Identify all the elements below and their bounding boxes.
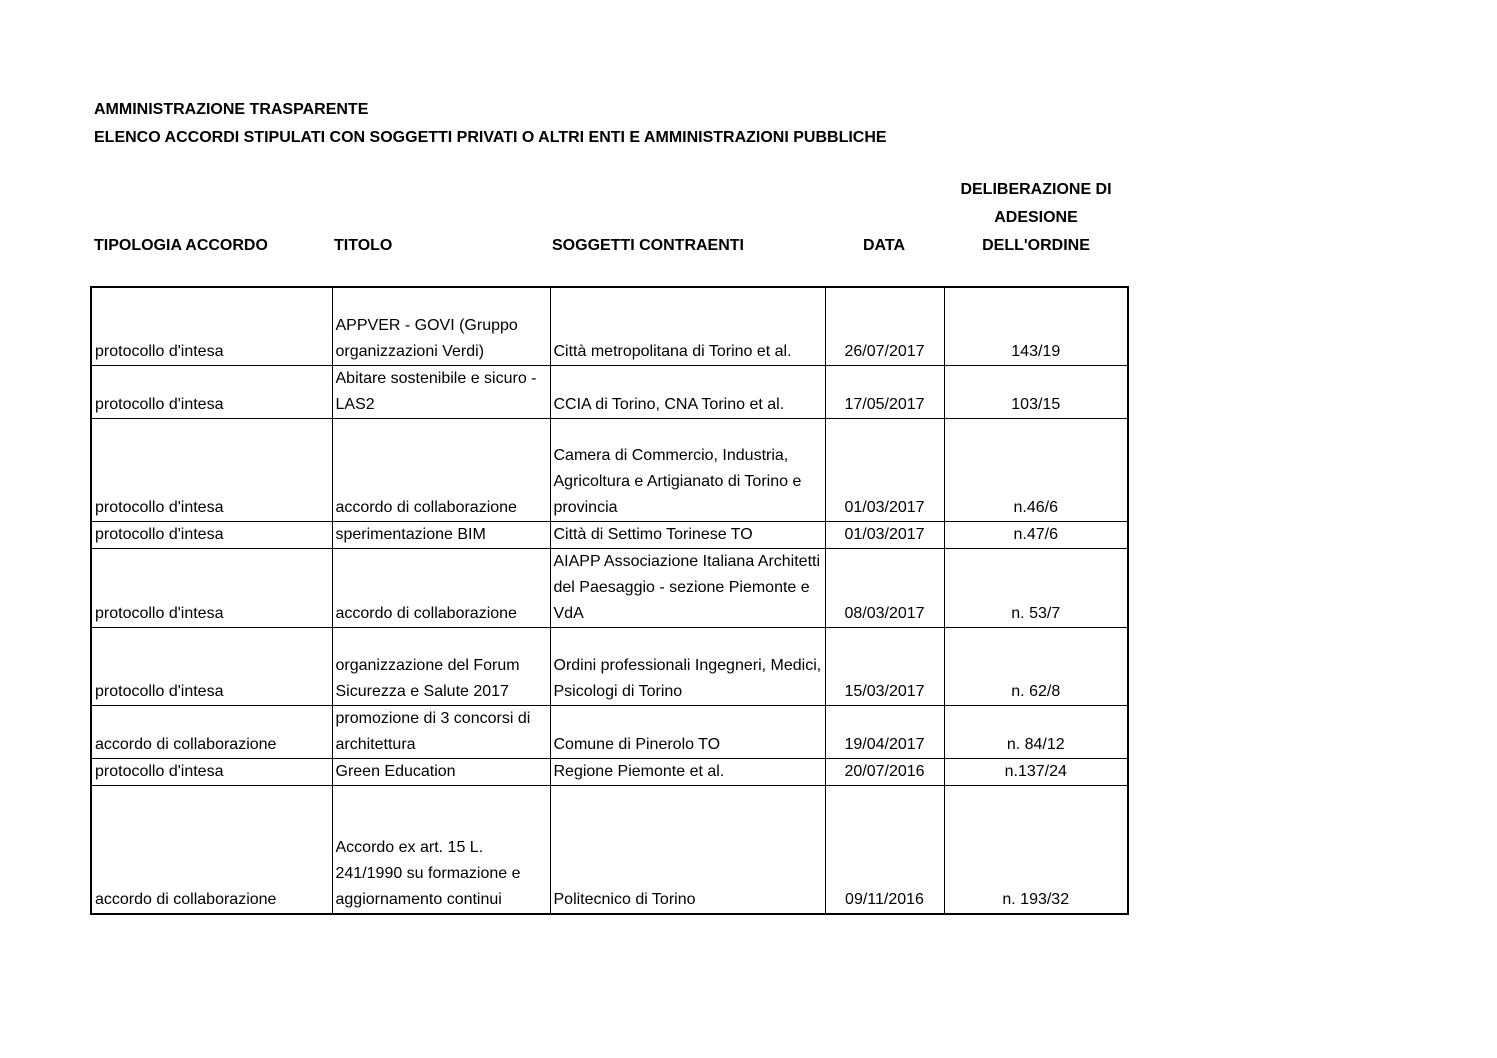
cell-soggetti: Città di Settimo Torinese TO: [550, 521, 825, 548]
cell-delibera: 143/19: [944, 287, 1128, 365]
column-header-data: DATA: [862, 237, 906, 254]
cell-tipologia: accordo di collaborazione: [91, 785, 332, 914]
cell-tipologia: protocollo d'intesa: [91, 521, 332, 548]
cell-delibera: n. 53/7: [944, 548, 1128, 627]
table-row: [91, 548, 1128, 627]
cell-titolo: Accordo ex art. 15 L. 241/1990 su formazione e aggiornamento continui: [332, 785, 550, 914]
cell-delibera: n.137/24: [944, 758, 1128, 785]
cell-tipologia: protocollo d'intesa: [91, 758, 332, 785]
cell-soggetti: Politecnico di Torino: [550, 785, 825, 914]
column-header-titolo: TITOLO: [334, 237, 393, 254]
document-title: AMMINISTRAZIONE TRASPARENTE: [94, 101, 369, 118]
cell-tipologia: protocollo d'intesa: [91, 627, 332, 705]
cell-titolo: Abitare sostenibile e sicuro - LAS2: [332, 365, 550, 418]
cell-data: 08/03/2017: [825, 548, 944, 627]
cell-titolo: Green Education: [332, 758, 550, 785]
cell-titolo: organizzazione del Forum Sicurezza e Salute 2017: [332, 627, 550, 705]
column-header-deliberazione: [944, 176, 1128, 260]
cell-data: 19/04/2017: [825, 705, 944, 758]
agreements-table: [90, 286, 1129, 915]
cell-tipologia: protocollo d'intesa: [91, 365, 332, 418]
cell-data: 01/03/2017: [825, 521, 944, 548]
column-header-deliberazione-line3: DELL'ORDINE: [982, 237, 1090, 254]
table-row: [91, 418, 1128, 521]
cell-titolo: promozione di 3 concorsi di architettura: [332, 705, 550, 758]
cell-soggetti: Città metropolitana di Torino et al.: [550, 287, 825, 365]
table-row: [91, 758, 1128, 785]
cell-soggetti: Ordini professionali Ingegneri, Medici, Psicologi di Torino: [550, 627, 825, 705]
cell-delibera: n. 193/32: [944, 785, 1128, 914]
table-row: [91, 365, 1128, 418]
column-header-deliberazione-line2: ADESIONE: [994, 209, 1078, 226]
cell-soggetti: Regione Piemonte et al.: [550, 758, 825, 785]
table-row: [91, 627, 1128, 705]
cell-tipologia: protocollo d'intesa: [91, 287, 332, 365]
cell-delibera: n.46/6: [944, 418, 1128, 521]
column-header-tipologia: TIPOLOGIA ACCORDO: [94, 237, 268, 254]
cell-titolo: accordo di collaborazione: [332, 418, 550, 521]
cell-data: 17/05/2017: [825, 365, 944, 418]
cell-titolo: sperimentazione BIM: [332, 521, 550, 548]
cell-data: 26/07/2017: [825, 287, 944, 365]
cell-soggetti: Comune di Pinerolo TO: [550, 705, 825, 758]
cell-delibera: 103/15: [944, 365, 1128, 418]
cell-delibera: n.47/6: [944, 521, 1128, 548]
cell-titolo: APPVER - GOVI (Gruppo organizzazioni Verdi): [332, 287, 550, 365]
cell-soggetti: CCIA di Torino, CNA Torino et al.: [550, 365, 825, 418]
cell-data: 20/07/2016: [825, 758, 944, 785]
cell-data: 09/11/2016: [825, 785, 944, 914]
table-row: [91, 785, 1128, 914]
cell-data: 01/03/2017: [825, 418, 944, 521]
cell-soggetti: Camera di Commercio, Industria, Agricoltura e Artigianato di Torino e provincia: [550, 418, 825, 521]
cell-tipologia: protocollo d'intesa: [91, 548, 332, 627]
cell-tipologia: accordo di collaborazione: [91, 705, 332, 758]
document-subtitle: ELENCO ACCORDI STIPULATI CON SOGGETTI PRIVATI O ALTRI ENTI E AMMINISTRAZIONI PUBBLICHE: [94, 129, 887, 146]
column-header-deliberazione-line1: DELIBERAZIONE DI: [960, 181, 1112, 198]
cell-data: 15/03/2017: [825, 627, 944, 705]
cell-soggetti: AIAPP Associazione Italiana Architetti del Paesaggio - sezione Piemonte e VdA: [550, 548, 825, 627]
table-row: [91, 287, 1128, 365]
cell-delibera: n. 62/8: [944, 627, 1128, 705]
cell-titolo: accordo di collaborazione: [332, 548, 550, 627]
table-row: [91, 705, 1128, 758]
cell-delibera: n. 84/12: [944, 705, 1128, 758]
table-row: [91, 521, 1128, 548]
column-header-soggetti: SOGGETTI CONTRAENTI: [552, 237, 744, 254]
cell-tipologia: protocollo d'intesa: [91, 418, 332, 521]
